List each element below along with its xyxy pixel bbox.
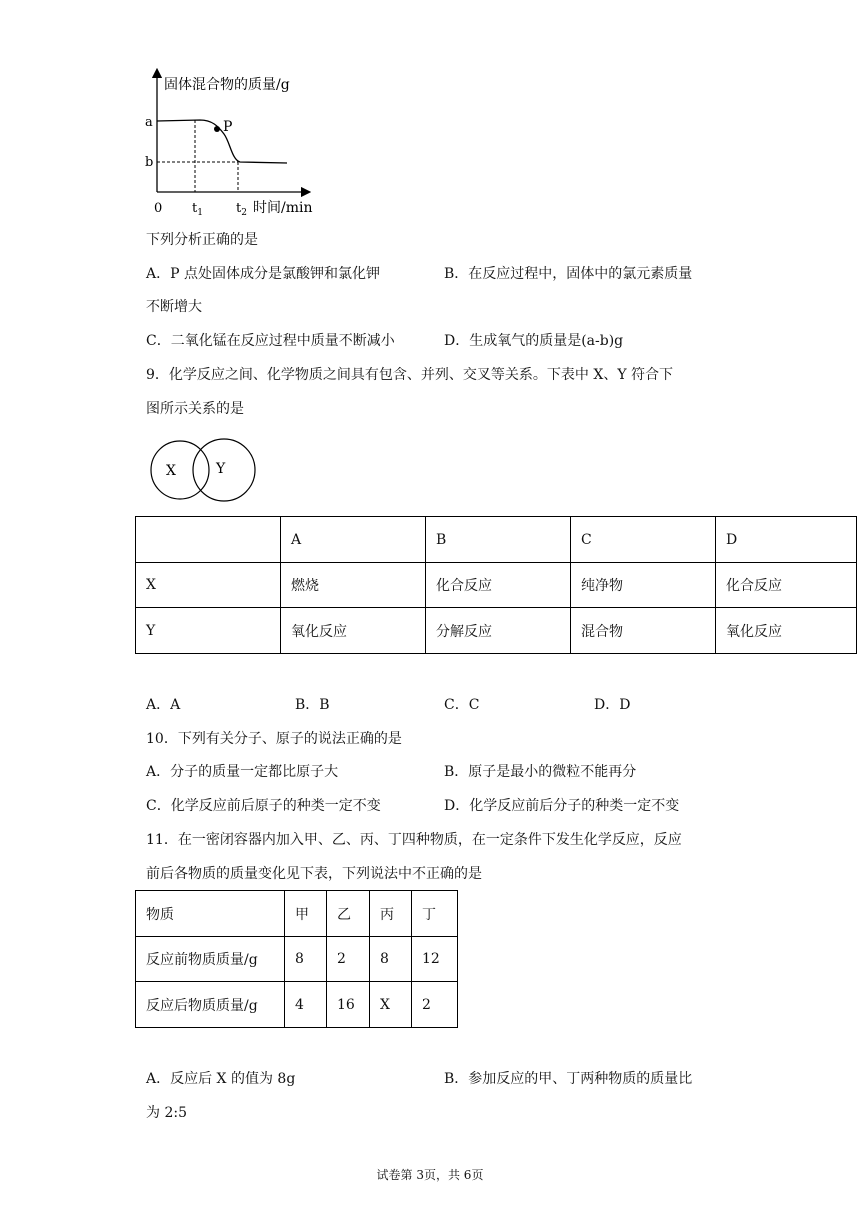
q11-stem-line1: 11．在一密闭容器内加入甲、乙、丙、丁四种物质，在一定条件下发生化学反应，反应	[146, 832, 682, 848]
venn-label-x: X	[166, 463, 176, 479]
table-cell	[136, 517, 281, 563]
q9-option-a: A．A	[146, 697, 181, 713]
q8-option-d: D．生成氧气的质量是(a-b)g	[444, 333, 624, 349]
table-row	[136, 891, 458, 937]
q8-option-b-cont: 不断增大	[146, 299, 202, 315]
table-cell: X	[136, 563, 281, 608]
q8-option-b: B．在反应过程中，固体中的氯元素质量	[444, 266, 693, 282]
q10-option-d: D．化学反应前后分子的种类一定不变	[444, 798, 680, 814]
table-row	[136, 982, 458, 1028]
y-axis-label: 固体混合物的质量/g	[164, 77, 290, 93]
q11-option-b-cont: 为 2:5	[146, 1105, 187, 1121]
table-cell: 化合反应	[426, 563, 571, 608]
venn-label-y: Y	[216, 461, 226, 477]
a-label: a	[145, 115, 153, 130]
point-p-label: P	[223, 119, 233, 135]
table-cell: 8	[370, 937, 412, 982]
b-label: b	[145, 155, 154, 170]
q10-option-c: C．化学反应前后原子的种类一定不变	[146, 798, 381, 814]
table-row	[136, 608, 857, 654]
table-cell: D	[716, 517, 857, 563]
table-cell: C	[571, 517, 716, 563]
t1-label: $t_1$	[192, 201, 203, 218]
mass-time-graph	[140, 68, 340, 218]
table-cell: 2	[412, 982, 458, 1028]
table-row	[136, 937, 458, 982]
q11-table	[135, 890, 458, 1028]
q9-option-d: D．D	[594, 697, 631, 713]
table-cell: 甲	[285, 891, 327, 937]
table-cell: 纯净物	[571, 563, 716, 608]
q11-option-a: A．反应后 X 的值为 8g	[146, 1071, 296, 1087]
table-cell: 12	[412, 937, 458, 982]
q8-option-c: C．二氧化锰在反应过程中质量不断减小	[146, 333, 395, 349]
table-cell: 丙	[370, 891, 412, 937]
table-cell: 8	[285, 937, 327, 982]
table-cell: 氧化反应	[716, 608, 857, 654]
q9-option-b: B．B	[295, 697, 330, 713]
q9-table	[135, 516, 857, 654]
venn-diagram	[148, 438, 262, 504]
table-cell: 反应后物质质量/g	[136, 982, 285, 1028]
mass-curve	[157, 120, 287, 163]
point-p-marker	[214, 126, 220, 132]
table-cell: 混合物	[571, 608, 716, 654]
table-row	[136, 563, 857, 608]
table-cell: 分解反应	[426, 608, 571, 654]
q10-option-a: A．分子的质量一定都比原子大	[146, 764, 339, 780]
table-cell: 物质	[136, 891, 285, 937]
table-cell: 燃烧	[281, 563, 426, 608]
page-footer: 试卷第 3页，共 6页	[376, 1168, 484, 1182]
table-cell: Y	[136, 608, 281, 654]
table-row	[136, 517, 857, 563]
table-cell: 反应前物质质量/g	[136, 937, 285, 982]
table-cell: B	[426, 517, 571, 563]
table-cell: 2	[327, 937, 370, 982]
table-cell: X	[370, 982, 412, 1028]
table-cell: A	[281, 517, 426, 563]
q10-option-b: B．原子是最小的微粒不能再分	[444, 764, 637, 780]
table-cell: 丁	[412, 891, 458, 937]
x-axis-label: 时间/min	[253, 200, 313, 216]
q11-option-b: B．参加反应的甲、丁两种物质的质量比	[444, 1071, 693, 1087]
table-cell: 氧化反应	[281, 608, 426, 654]
table-cell: 4	[285, 982, 327, 1028]
table-cell: 化合反应	[716, 563, 857, 608]
q11-stem-line2: 前后各物质的质量变化见下表，下列说法中不正确的是	[146, 866, 482, 882]
q8-option-a: A．P 点处固体成分是氯酸钾和氯化钾	[146, 266, 380, 282]
q9-stem-line2: 图所示关系的是	[146, 401, 244, 417]
origin-label: 0	[154, 201, 163, 216]
t2-label: $t_2$	[236, 201, 247, 218]
table-cell: 16	[327, 982, 370, 1028]
table-cell: 乙	[327, 891, 370, 937]
q9-stem-line1: 9．化学反应之间、化学物质之间具有包含、并列、交叉等关系。下表中 X、Y 符合下	[146, 367, 674, 383]
q10-stem: 10．下列有关分子、原子的说法正确的是	[146, 731, 402, 747]
q8-stem: 下列分析正确的是	[146, 232, 258, 248]
q9-option-c: C．C	[444, 697, 480, 713]
